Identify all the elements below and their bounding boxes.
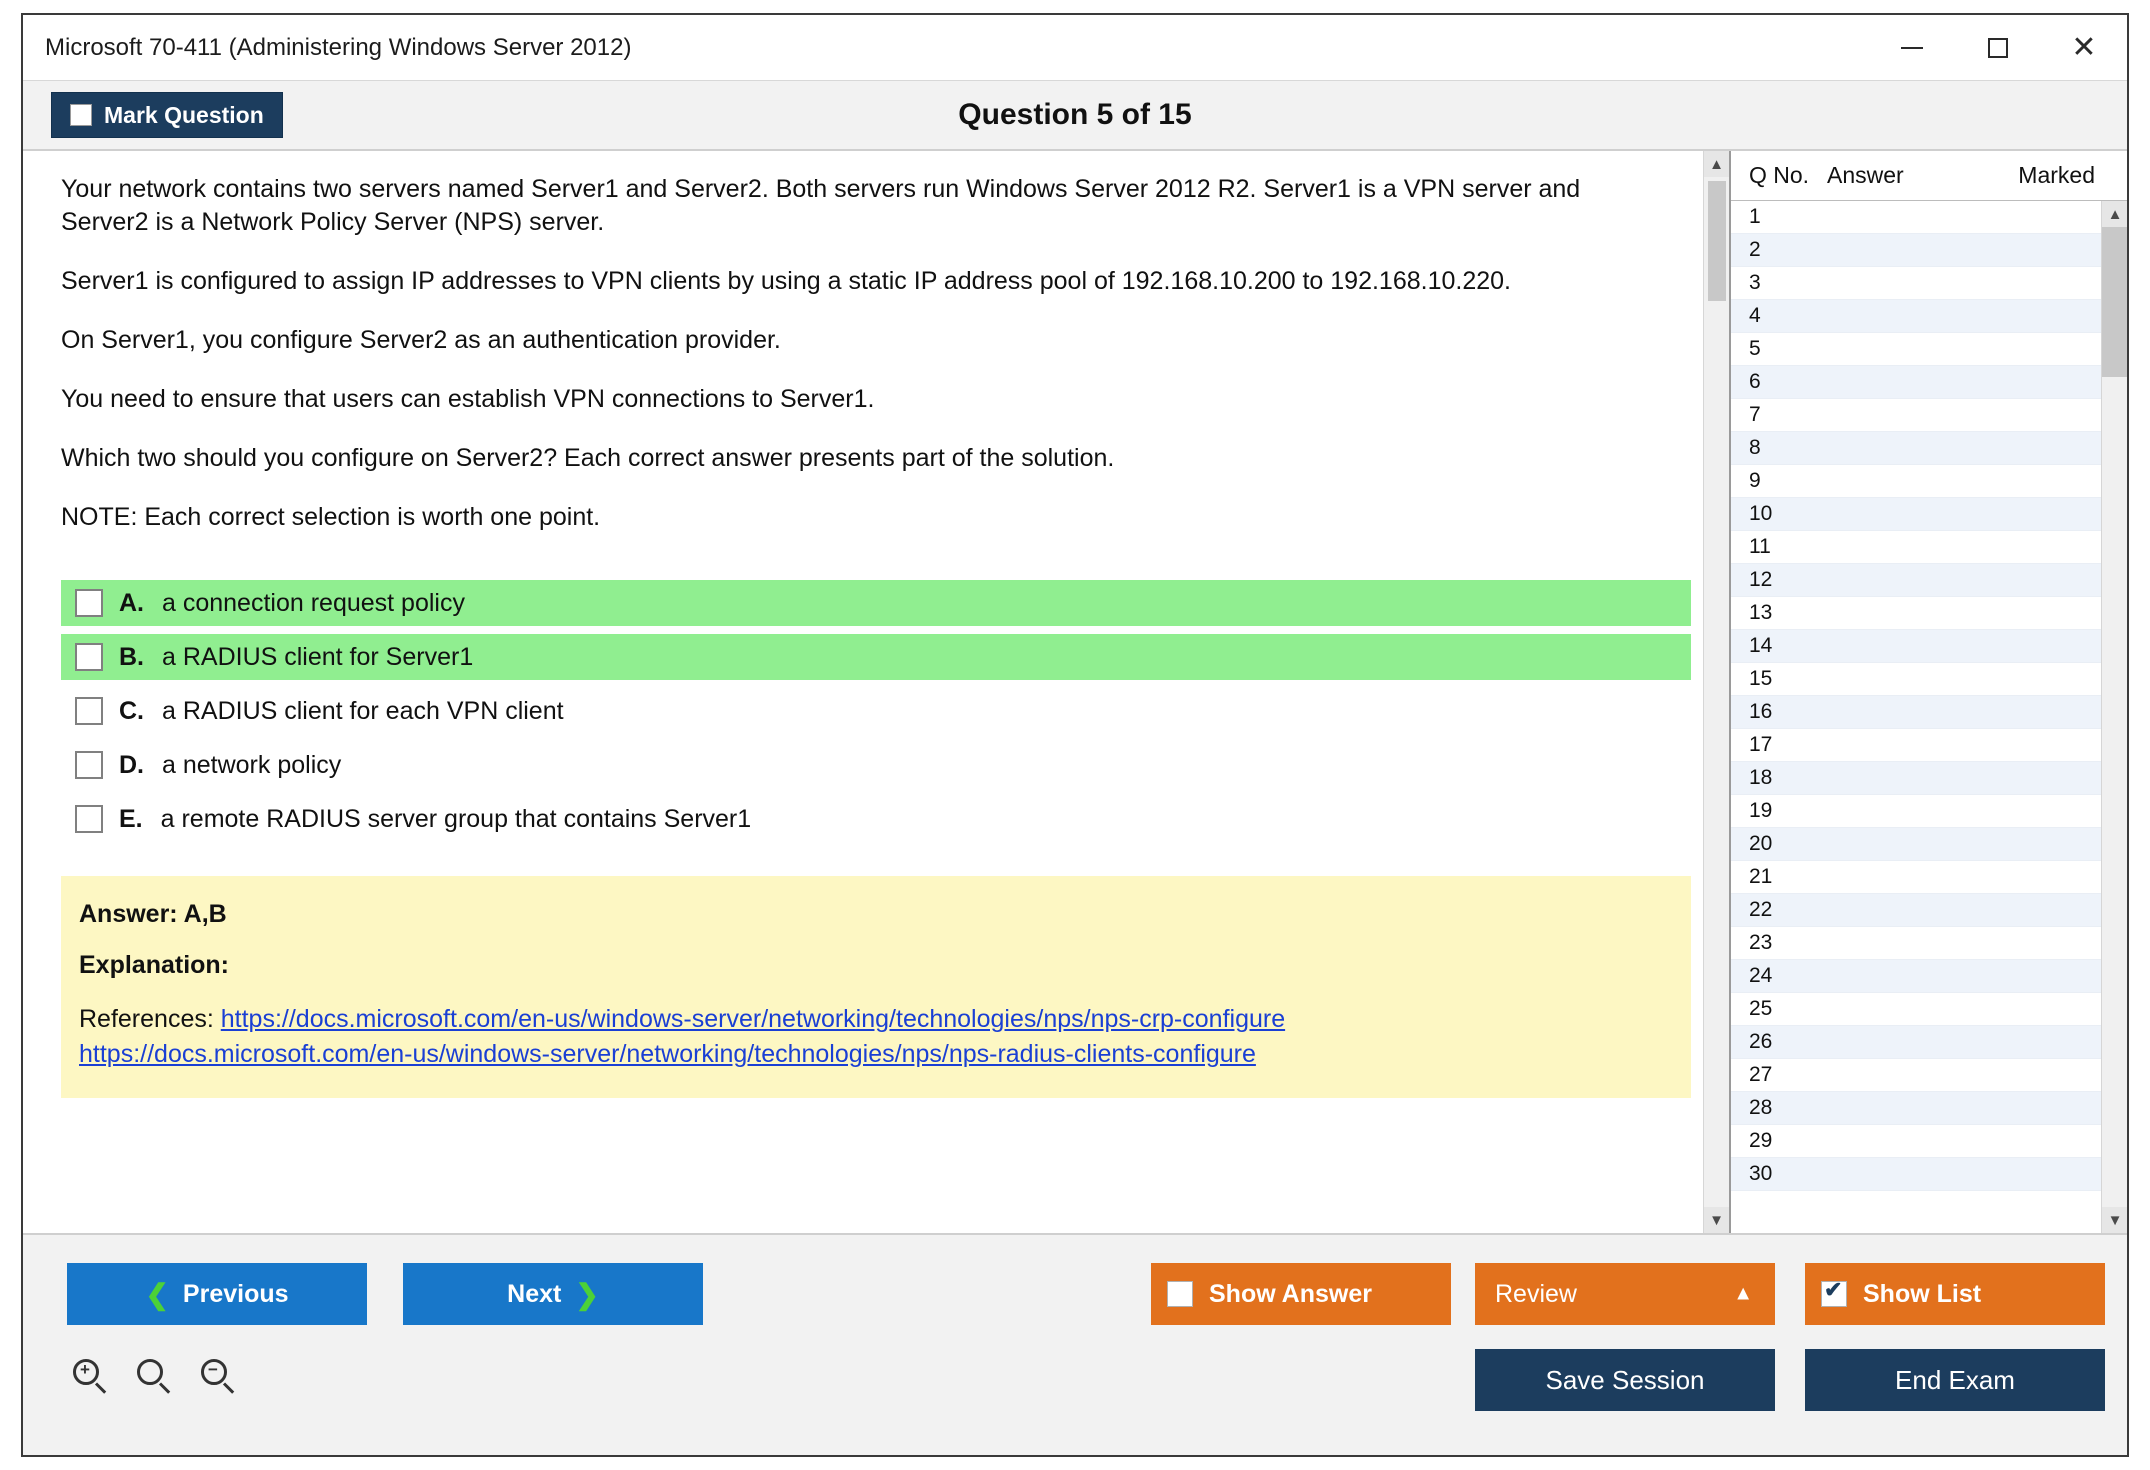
- chevron-right-icon: ❯: [575, 1278, 599, 1310]
- header-bar: [23, 81, 2127, 151]
- scroll-down-icon[interactable]: ▼: [1704, 1207, 1730, 1233]
- zoom-controls: [73, 1359, 237, 1395]
- table-row[interactable]: [1731, 201, 2101, 234]
- zoom-out-icon[interactable]: −: [201, 1359, 237, 1395]
- choice-letter: E.: [119, 804, 143, 833]
- question-list-body: [1731, 201, 2127, 1233]
- list-scrollbar[interactable]: [2101, 201, 2127, 1233]
- question-paragraph: NOTE: Each correct selection is worth one point.: [61, 503, 601, 531]
- exam-window: [21, 13, 2129, 1457]
- row-qno: 18: [1749, 766, 1773, 789]
- end-exam-label: End Exam: [1895, 1364, 2015, 1395]
- question-paragraph: Which two should you configure on Server2? Each correct answer presents part of the solution.: [61, 444, 1115, 472]
- choice-option-a[interactable]: [61, 580, 1691, 626]
- choice-option-d[interactable]: [61, 742, 1673, 788]
- review-dropdown[interactable]: [1475, 1263, 1775, 1325]
- show-list-label: Show List: [1863, 1279, 1982, 1308]
- previous-label: Previous: [182, 1279, 289, 1308]
- chevron-up-icon: ▲: [1733, 1282, 1753, 1305]
- choice-checkbox-icon[interactable]: [75, 751, 103, 779]
- window-title: Microsoft 70-411 (Administering Windows Server 2012): [45, 33, 632, 61]
- row-qno: 14: [1749, 634, 1773, 657]
- table-row[interactable]: [1731, 465, 2101, 498]
- table-row[interactable]: [1731, 333, 2101, 366]
- reference-link-2[interactable]: https://docs.microsoft.com/en-us/windows-server/networking/technologies/nps/nps-radius-clients-configure: [79, 1040, 1256, 1068]
- table-row[interactable]: [1731, 1092, 2101, 1125]
- mark-question-checkbox-icon[interactable]: [70, 104, 92, 126]
- row-qno: 9: [1749, 469, 1761, 492]
- row-qno: 15: [1749, 667, 1773, 690]
- row-qno: 25: [1749, 997, 1773, 1020]
- question-list-panel: [1729, 151, 2127, 1233]
- row-qno: 1: [1749, 205, 1761, 228]
- content-scrollbar[interactable]: [1703, 151, 1729, 1233]
- choice-checkbox-icon[interactable]: [75, 643, 103, 671]
- table-row[interactable]: [1731, 1059, 2101, 1092]
- footer-toolbar: [23, 1233, 2127, 1455]
- table-row[interactable]: [1731, 399, 2101, 432]
- table-row[interactable]: [1731, 564, 2101, 597]
- table-row[interactable]: [1731, 267, 2101, 300]
- table-row[interactable]: [1731, 927, 2101, 960]
- question-paragraph: Your network contains two servers named Server1 and Server2. Both servers run Windows Server 2012 R2. Server1 is a VPN server and Server2 is a Network Policy Server (NPS) server.: [61, 175, 1581, 236]
- row-qno: 28: [1749, 1096, 1773, 1119]
- row-qno: 20: [1749, 832, 1773, 855]
- choice-letter: A.: [119, 588, 144, 617]
- choice-option-c[interactable]: [61, 688, 1673, 734]
- choice-label: a remote RADIUS server group that contains Server1: [160, 804, 752, 833]
- choice-option-e[interactable]: [61, 796, 1673, 842]
- answer-explanation-panel: [61, 876, 1691, 1098]
- list-scroll-down-icon[interactable]: ▼: [2102, 1207, 2128, 1233]
- table-row[interactable]: [1731, 960, 2101, 993]
- choice-label: a RADIUS client for each VPN client: [162, 696, 564, 725]
- row-qno: 10: [1749, 502, 1773, 525]
- window-controls: [1869, 15, 2127, 80]
- mark-question-button[interactable]: [51, 92, 283, 138]
- column-header-marked: Marked: [2018, 162, 2095, 188]
- references-block: [79, 1002, 1669, 1072]
- table-row[interactable]: [1731, 828, 2101, 861]
- question-content: [23, 151, 1703, 1233]
- scroll-thumb[interactable]: [1708, 181, 1726, 301]
- row-qno: 5: [1749, 337, 1761, 360]
- row-qno: 6: [1749, 370, 1761, 393]
- row-qno: 19: [1749, 799, 1773, 822]
- table-row[interactable]: [1731, 696, 2101, 729]
- row-qno: 16: [1749, 700, 1773, 723]
- title-bar: [23, 15, 2127, 81]
- zoom-in-icon[interactable]: +: [73, 1359, 109, 1395]
- body: [23, 151, 2127, 1233]
- choice-option-b[interactable]: [61, 634, 1691, 680]
- question-paragraph: On Server1, you configure Server2 as an authentication provider.: [61, 326, 781, 354]
- table-row[interactable]: [1731, 762, 2101, 795]
- row-qno: 4: [1749, 304, 1761, 327]
- show-answer-label: Show Answer: [1209, 1279, 1372, 1308]
- row-qno: 2: [1749, 238, 1761, 261]
- row-qno: 23: [1749, 931, 1773, 954]
- table-row[interactable]: [1731, 993, 2101, 1026]
- row-qno: 11: [1749, 535, 1771, 558]
- row-qno: 29: [1749, 1129, 1773, 1152]
- table-row[interactable]: [1731, 729, 2101, 762]
- choice-letter: C.: [119, 696, 144, 725]
- table-row[interactable]: [1731, 795, 2101, 828]
- question-paragraph: Server1 is configured to assign IP addresses to VPN clients by using a static IP address pool of 192.168.10.200 to 192.168.10.220.: [61, 267, 1511, 295]
- references-prefix: References:: [79, 1005, 221, 1033]
- show-list-checkbox-icon[interactable]: [1821, 1281, 1847, 1307]
- table-row[interactable]: [1731, 498, 2101, 531]
- row-qno: 26: [1749, 1030, 1773, 1053]
- column-header-qno: Q No.: [1749, 162, 1810, 188]
- choice-checkbox-icon[interactable]: [75, 805, 103, 833]
- show-list-button[interactable]: [1805, 1263, 2105, 1325]
- choice-label: a network policy: [162, 750, 342, 779]
- show-answer-checkbox-icon[interactable]: [1167, 1281, 1193, 1307]
- save-session-button[interactable]: [1475, 1349, 1775, 1411]
- end-exam-button[interactable]: [1805, 1349, 2105, 1411]
- choice-letter: B.: [119, 642, 144, 671]
- scroll-track[interactable]: [1704, 301, 1729, 1207]
- table-row[interactable]: [1731, 861, 2101, 894]
- question-paragraph: You need to ensure that users can establish VPN connections to Server1.: [61, 385, 875, 413]
- row-qno: 27: [1749, 1063, 1773, 1086]
- close-icon[interactable]: ✕: [2071, 31, 2097, 64]
- zoom-reset-icon[interactable]: [137, 1359, 173, 1395]
- next-label: Next: [507, 1279, 562, 1308]
- scroll-up-icon[interactable]: ▲: [1704, 151, 1730, 177]
- choice-label: a connection request policy: [162, 588, 465, 617]
- reference-link-1[interactable]: https://docs.microsoft.com/en-us/windows-server/networking/technologies/nps/nps-crp-configure: [220, 1005, 1286, 1033]
- save-session-label: Save Session: [1545, 1364, 1705, 1395]
- page-title: Question 5 of 15: [958, 98, 1192, 131]
- explanation-label: Explanation:: [79, 951, 230, 979]
- list-scroll-thumb[interactable]: [2102, 227, 2127, 377]
- choice-label: a RADIUS client for Server1: [162, 642, 474, 671]
- table-row[interactable]: [1731, 300, 2101, 333]
- table-row[interactable]: [1731, 630, 2101, 663]
- list-scroll-up-icon[interactable]: ▲: [2102, 201, 2128, 227]
- maximize-icon[interactable]: [1955, 15, 2041, 80]
- row-qno: 17: [1749, 733, 1773, 756]
- table-row[interactable]: [1731, 531, 2101, 564]
- row-qno: 30: [1749, 1162, 1773, 1185]
- question-list-rows: [1731, 201, 2101, 1233]
- choice-letter: D.: [119, 750, 144, 779]
- row-qno: 7: [1749, 403, 1761, 426]
- choice-list: [61, 580, 1673, 850]
- table-row[interactable]: [1731, 597, 2101, 630]
- table-row[interactable]: [1731, 234, 2101, 267]
- row-qno: 24: [1749, 964, 1773, 987]
- row-qno: 12: [1749, 568, 1773, 591]
- table-row[interactable]: [1731, 1158, 2101, 1191]
- row-qno: 21: [1749, 865, 1773, 888]
- row-qno: 3: [1749, 271, 1761, 294]
- show-answer-button[interactable]: [1151, 1263, 1451, 1325]
- review-label: Review: [1495, 1279, 1577, 1308]
- answer-label: Answer: A,B: [79, 900, 227, 928]
- minimize-icon[interactable]: [1869, 15, 1955, 80]
- mark-question-label: Mark Question: [104, 101, 264, 128]
- question-list-header: [1731, 151, 2127, 201]
- table-row[interactable]: [1731, 663, 2101, 696]
- previous-button[interactable]: [67, 1263, 367, 1325]
- table-row[interactable]: [1731, 894, 2101, 927]
- table-row[interactable]: [1731, 1125, 2101, 1158]
- row-qno: 22: [1749, 898, 1773, 921]
- row-qno: 13: [1749, 601, 1773, 624]
- table-row[interactable]: [1731, 366, 2101, 399]
- chevron-left-icon: ❮: [145, 1278, 169, 1310]
- choice-checkbox-icon[interactable]: [75, 697, 103, 725]
- column-header-answer: Answer: [1827, 162, 1904, 188]
- table-row[interactable]: [1731, 432, 2101, 465]
- list-scroll-track[interactable]: [2102, 377, 2127, 1207]
- choice-checkbox-icon[interactable]: [75, 589, 103, 617]
- row-qno: 8: [1749, 436, 1761, 459]
- table-row[interactable]: [1731, 1026, 2101, 1059]
- next-button[interactable]: [403, 1263, 703, 1325]
